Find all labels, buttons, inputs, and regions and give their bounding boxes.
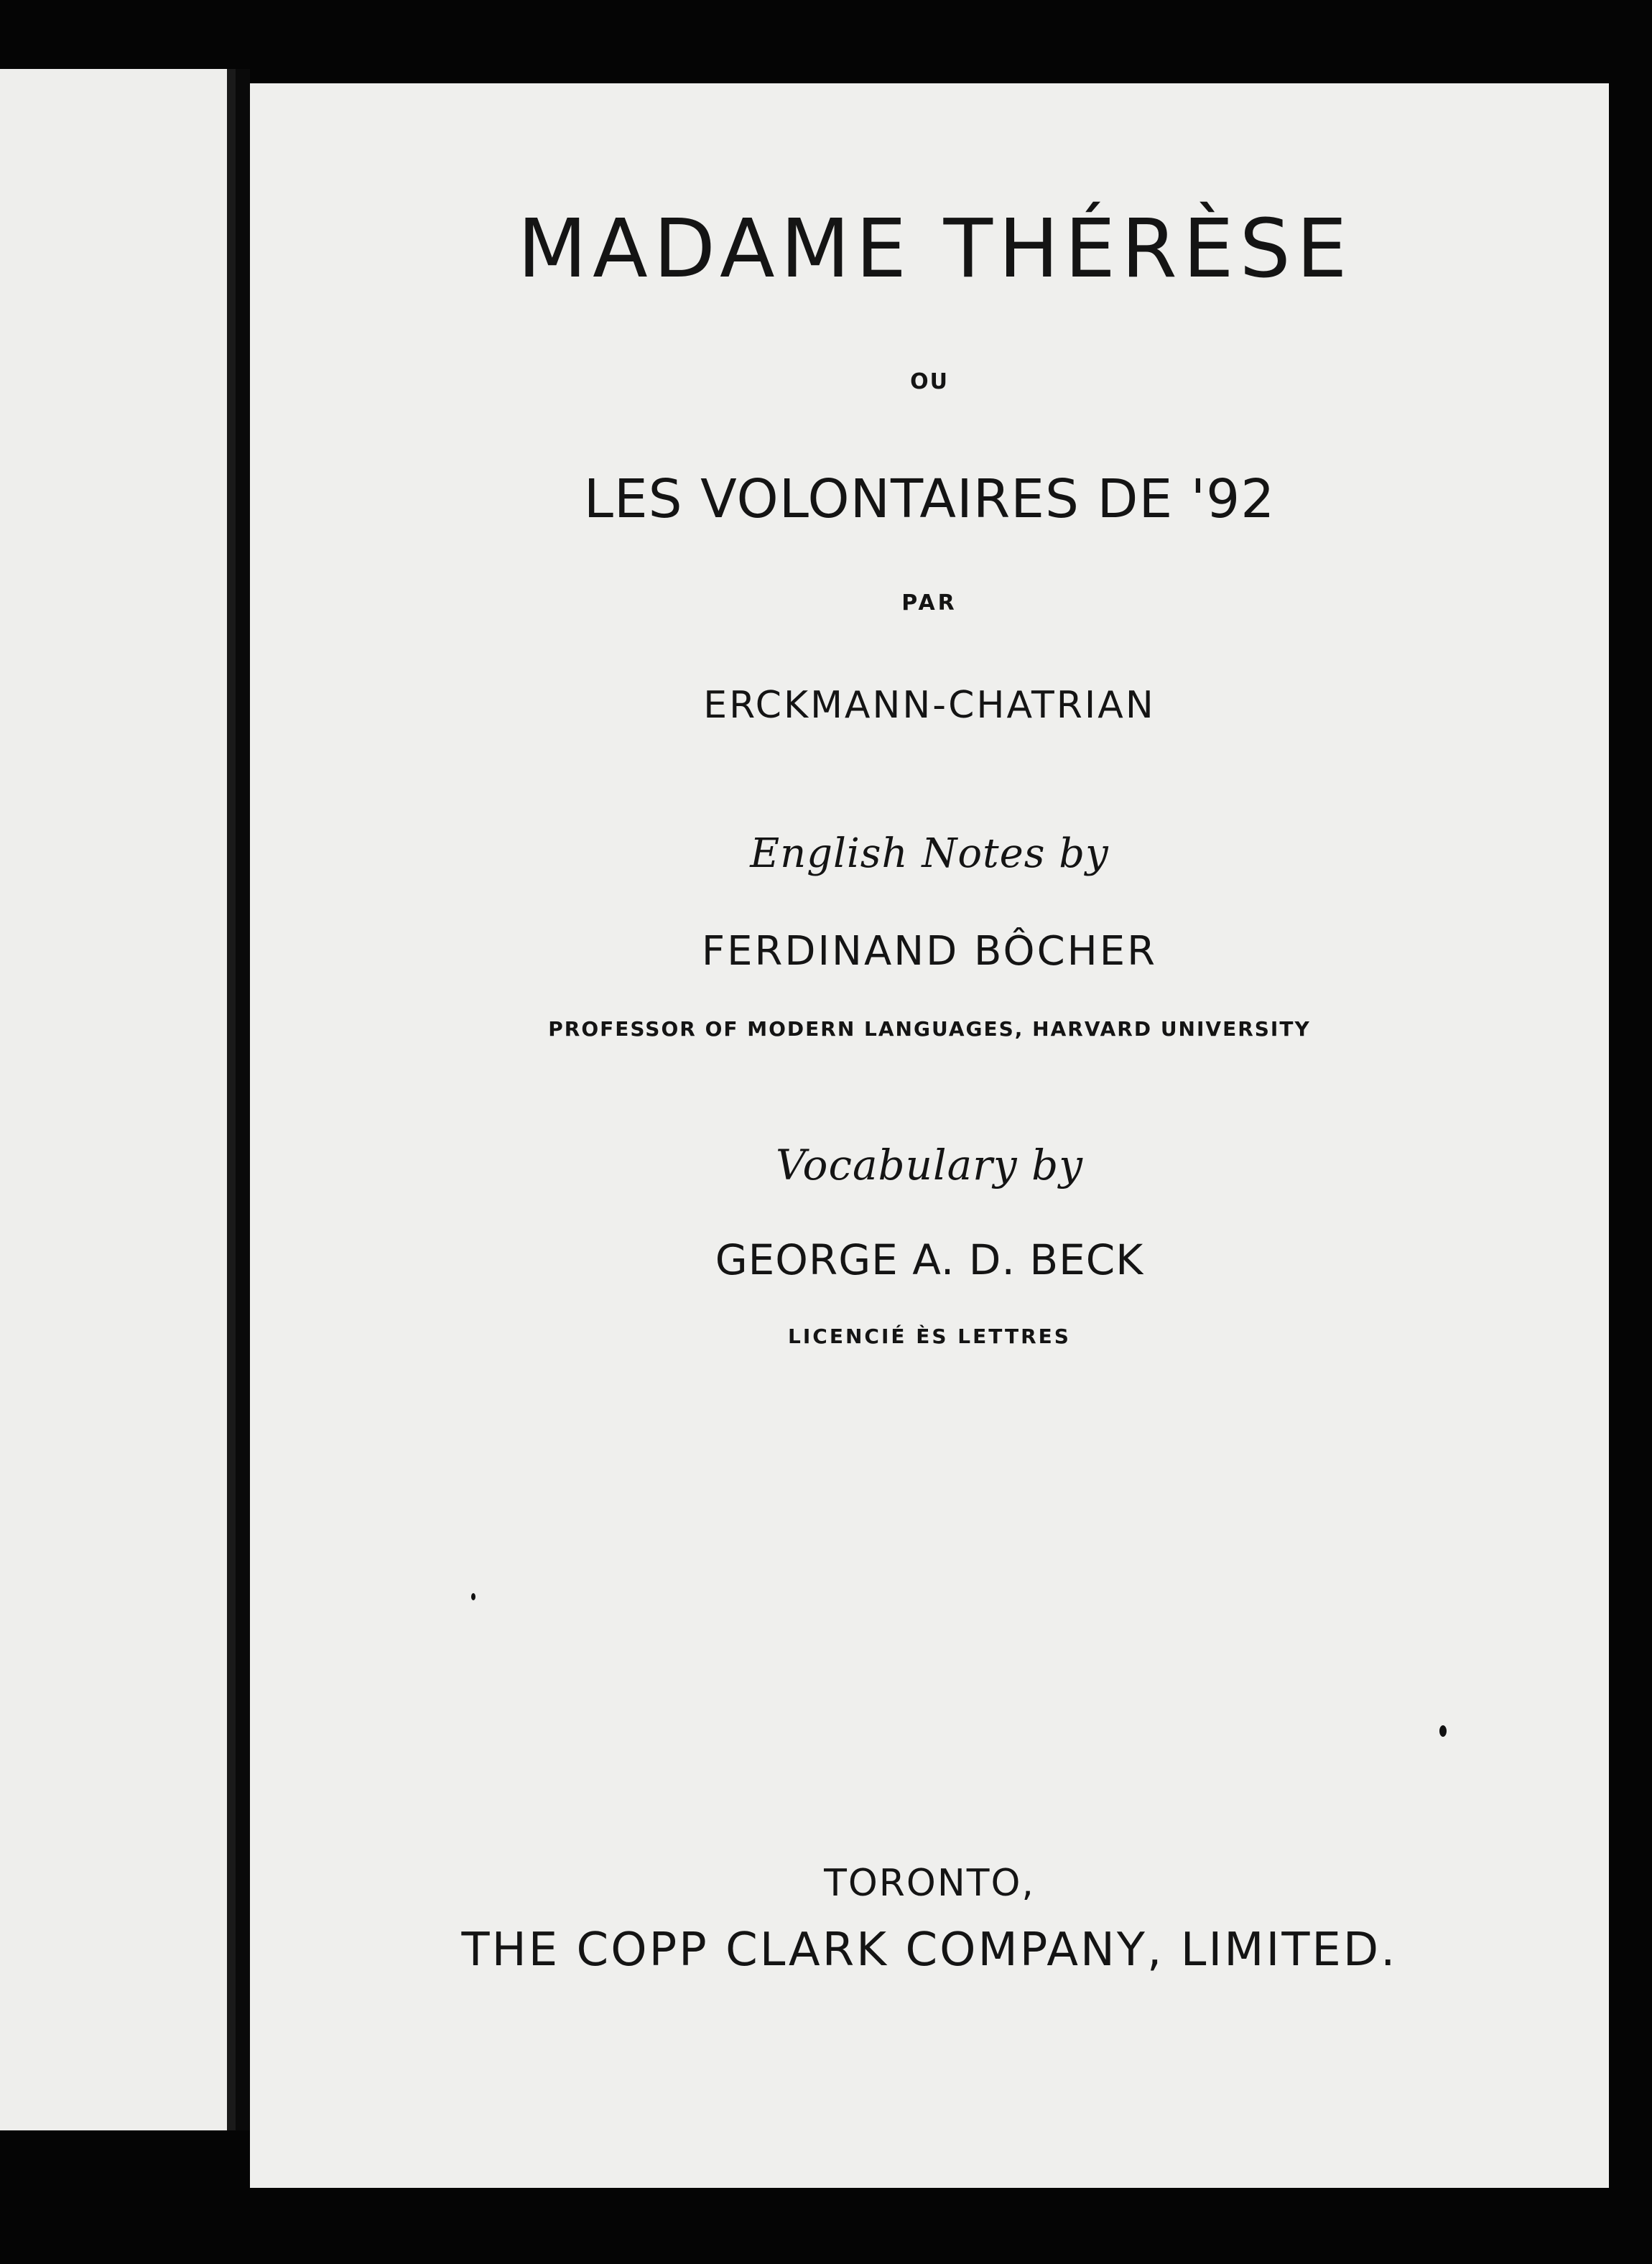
vocabulary-editor-name: GEORGE A. D. BECK (715, 1235, 1144, 1284)
imprint-publisher: THE COPP CLARK COMPANY, LIMITED. (461, 1924, 1398, 1977)
notes-credit: English Notes by (750, 830, 1109, 877)
vocabulary-credit: Vocabulary by (776, 1141, 1083, 1189)
ink-speck (1439, 1725, 1447, 1737)
book-subtitle: LES VOLONTAIRES DE '92 (583, 468, 1276, 530)
author-name: ERCKMANN-CHATRIAN (703, 684, 1156, 727)
ink-speck (471, 1593, 475, 1600)
book-title: MADAME THÉRÈSE (517, 203, 1353, 296)
title-conjunction: OU (910, 369, 949, 394)
title-page (250, 83, 1609, 2188)
notes-editor-role: PROFESSOR OF MODERN LANGUAGES, HARVARD UNIVERSITY (548, 1017, 1311, 1041)
by-word: PAR (901, 590, 957, 616)
facing-page (0, 69, 236, 2130)
facing-page-edge (227, 69, 236, 2130)
book-spine (236, 69, 250, 2130)
notes-editor-name: FERDINAND BÔCHER (701, 928, 1158, 975)
vocabulary-editor-role: LICENCIÉ ÈS LETTRES (788, 1324, 1071, 1348)
imprint-city: TORONTO, (824, 1862, 1035, 1905)
